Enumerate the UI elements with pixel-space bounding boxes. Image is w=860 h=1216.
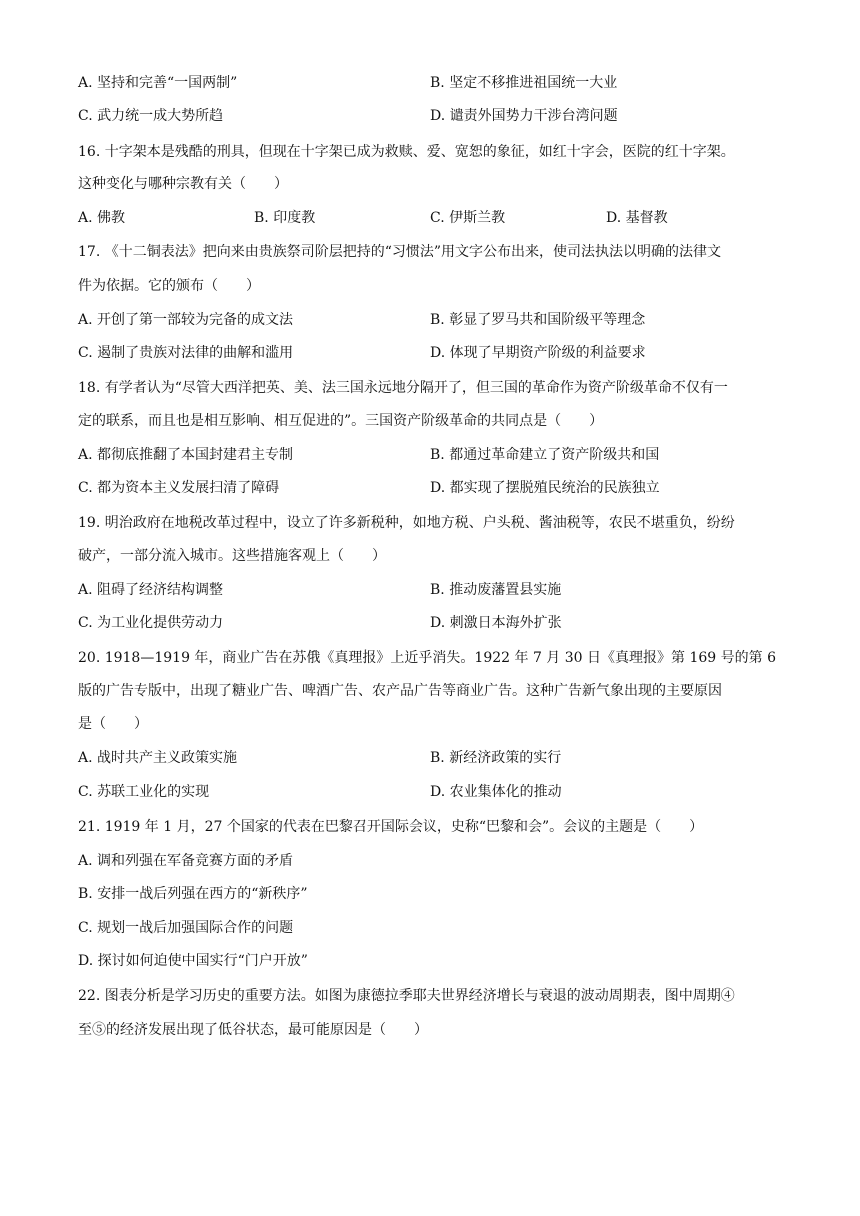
q19-stem-line-1: 19. 明治政府在地税改革过程中，设立了许多新税种，如地方税、户头税、酱油税等，农民不堪重负，纷纷 [78, 515, 735, 531]
q16-option-c: C. 伊斯兰教 [430, 210, 506, 226]
q18-option-c: C. 都为资本主义发展扫清了障碍 [78, 480, 280, 496]
q18-stem-line-2: 定的联系，而且也是相互影响、相互促进的”。三国资产阶级革命的共同点是（ ） [78, 413, 604, 429]
q17-option-d: D. 体现了早期资产阶级的利益要求 [430, 345, 646, 361]
q16-option-b: B. 印度教 [254, 210, 316, 226]
q15-option-c: C. 武力统一成大势所趋 [78, 108, 224, 124]
q20-option-c: C. 苏联工业化的实现 [78, 784, 210, 800]
q16-option-d: D. 基督教 [606, 210, 668, 226]
q17-option-c: C. 遏制了贵族对法律的曲解和滥用 [78, 345, 294, 361]
q19-option-d: D. 刺激日本海外扩张 [430, 615, 562, 631]
q20-option-b: B. 新经济政策的实行 [430, 750, 562, 766]
q22-stem-line-1: 22. 图表分析是学习历史的重要方法。如图为康德拉季耶夫世界经济增长与衰退的波动周期表，图中周期④ [78, 988, 735, 1004]
q22-stem-line-2: 至⑤的经济发展出现了低谷状态，最可能原因是（ ） [78, 1022, 428, 1038]
q21-option-b: B. 安排一战后列强在西方的“新秩序” [78, 886, 308, 902]
q17-option-a: A. 开创了第一部较为完备的成文法 [78, 312, 294, 328]
q20-stem-line-3: 是（ ） [78, 716, 148, 732]
q20-option-d: D. 农业集体化的推动 [430, 784, 562, 800]
q21-option-d: D. 探讨如何迫使中国实行“门户开放” [78, 953, 308, 969]
q15-option-a: A. 坚持和完善“一国两制” [78, 75, 238, 91]
q18-option-b: B. 都通过革命建立了资产阶级共和国 [430, 447, 660, 463]
q17-option-b: B. 彰显了罗马共和国阶级平等理念 [430, 312, 646, 328]
q16-stem-line-2: 这种变化与哪种宗教有关（ ） [78, 176, 288, 192]
q18-option-d: D. 都实现了摆脱殖民统治的民族独立 [430, 480, 660, 496]
q17-stem-line-1: 17. 《十二铜表法》把向来由贵族祭司阶层把持的“习惯法”用文字公布出来，使司法执法以明确的法律文 [78, 244, 722, 260]
q16-option-a: A. 佛教 [78, 210, 126, 226]
q18-stem-line-1: 18. 有学者认为“尽管大西洋把英、美、法三国永远地分隔开了，但三国的革命作为资产阶级革命不仅有一 [78, 380, 728, 396]
q17-stem-line-2: 件为依据。它的颁布（ ） [78, 278, 260, 294]
q20-option-a: A. 战时共产主义政策实施 [78, 750, 238, 766]
q21-option-c: C. 规划一战后加强国际合作的问题 [78, 920, 294, 936]
q16-stem-line-1: 16. 十字架本是残酷的刑具，但现在十字架已成为救赎、爱、宽恕的象征，如红十字会，医院的红十字架。 [78, 144, 735, 160]
q20-stem-line-2: 版的广告专版中，出现了糖业广告、啤酒广告、农产品广告等商业广告。这种广告新气象出现的主要原因 [78, 683, 722, 699]
q21-stem-line-1: 21. 1919 年 1 月，27 个国家的代表在巴黎召开国际会议，史称“巴黎和会”。会议的主题是（ ） [78, 819, 704, 835]
q15-option-b: B. 坚定不移推进祖国统一大业 [430, 75, 618, 91]
q19-option-c: C. 为工业化提供劳动力 [78, 615, 224, 631]
q21-option-a: A. 调和列强在军备竞赛方面的矛盾 [78, 853, 294, 869]
q15-option-d: D. 谴责外国势力干涉台湾问题 [430, 108, 618, 124]
q19-option-a: A. 阻碍了经济结构调整 [78, 582, 224, 598]
q19-option-b: B. 推动废藩置县实施 [430, 582, 562, 598]
q18-option-a: A. 都彻底推翻了本国封建君主专制 [78, 447, 294, 463]
q19-stem-line-2: 破产，一部分流入城市。这些措施客观上（ ） [78, 548, 386, 564]
q20-stem-line-1: 20. 1918—1919 年，商业广告在苏俄《真理报》上近乎消失。1922 年 7 月 30 日《真理报》第 169 号的第 6 [78, 650, 777, 666]
